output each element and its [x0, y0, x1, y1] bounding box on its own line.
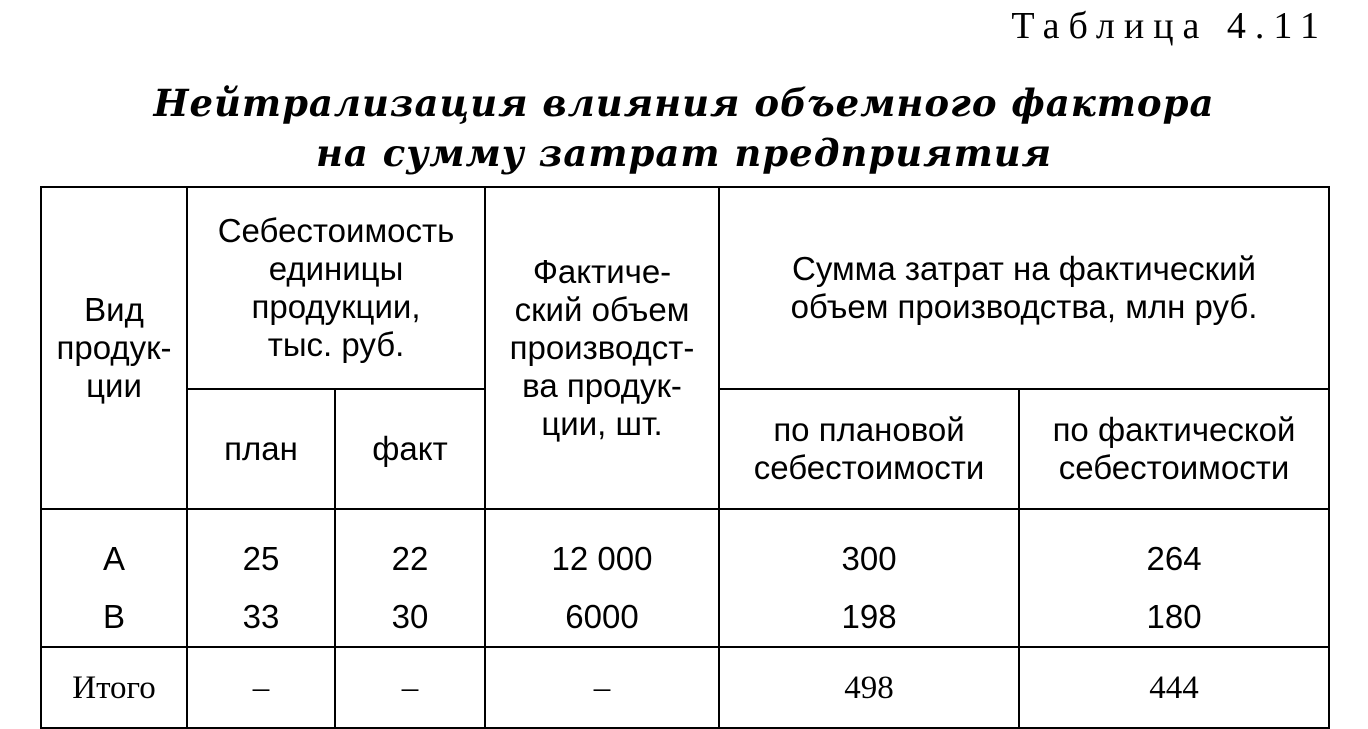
total-volume: – [485, 647, 719, 728]
header-total-cost: Сумма затрат на фактический объем производства, млн руб. [719, 187, 1329, 389]
table-cell: 180 [1146, 598, 1202, 635]
table-body-row [41, 509, 1329, 647]
table-cell: 198 [841, 598, 897, 635]
header-by-fact-cost: по фактической себестоимости [1019, 389, 1329, 509]
table-number: Таблица 4.11 [1011, 5, 1328, 47]
caption-line-1: Нейтрализация влияния объемного фактора [153, 81, 1215, 125]
header-unit-cost: Себестоимость единицы продукции, тыс. руб. [187, 187, 485, 389]
header-by-plan-cost: по плановой себестоимости [719, 389, 1019, 509]
plan-column [187, 509, 335, 647]
total-plan: – [187, 647, 335, 728]
table-cell: 25 [242, 540, 280, 577]
by-fact-column [1019, 509, 1329, 647]
cost-table [40, 186, 1330, 729]
table-cell: А [102, 540, 125, 577]
by-plan-column [719, 509, 1019, 647]
total-by-plan: 498 [719, 647, 1019, 728]
volume-column [485, 509, 719, 647]
product-column [41, 509, 187, 647]
caption-line-2: на сумму затрат предприятия [315, 131, 1053, 175]
fact-column [335, 509, 485, 647]
total-fact: – [335, 647, 485, 728]
table-cell: 33 [242, 598, 280, 635]
table-cell: 6000 [565, 598, 639, 635]
header-fact: факт [335, 389, 485, 509]
table-cell: 300 [841, 540, 897, 577]
total-by-fact: 444 [1019, 647, 1329, 728]
header-row-1 [41, 187, 1329, 389]
header-product: Вид продук- ции [41, 187, 187, 509]
table-cell: 22 [391, 540, 429, 577]
header-volume: Фактиче- ский объем производст- ва продук- ции, шт. [485, 187, 719, 509]
header-plan: план [187, 389, 335, 509]
table-cell: 30 [391, 598, 429, 635]
table-cell: В [102, 598, 125, 635]
total-label: Итого [41, 647, 187, 728]
table-caption [0, 78, 1368, 178]
table-cell: 12 000 [551, 540, 653, 577]
table-cell: 264 [1146, 540, 1202, 577]
total-row [41, 647, 1329, 728]
